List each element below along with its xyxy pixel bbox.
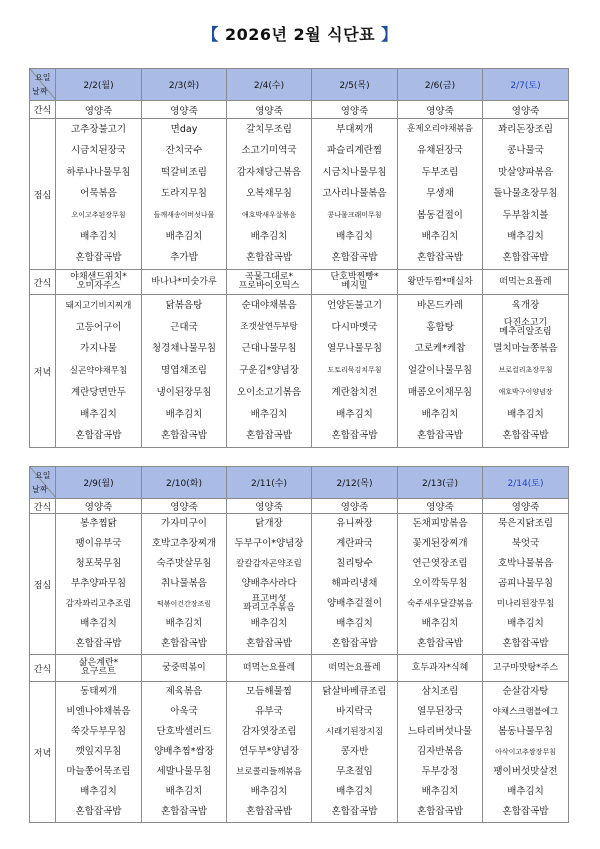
menu-item: 부대찌개 [336, 123, 373, 135]
menu-item: 오복채무침 [246, 188, 292, 200]
menu-item: 혼합잡곡밥 [161, 430, 207, 442]
menu-item: 연근엿장조림 [412, 558, 468, 570]
menu-item: 모듬해물찜 [246, 686, 292, 698]
menu-item: 면day [170, 123, 198, 135]
menu-item: 오이고추된장무침 [71, 210, 126, 219]
menu-item: 청포묵무침 [75, 558, 122, 570]
lunch-cell [312, 119, 398, 270]
menu-item: 배추김치 [336, 618, 373, 630]
menu-item: 표고버섯 꽈리고추볶음 [242, 594, 296, 613]
menu-item: 연두부*양념장 [239, 746, 299, 758]
snack-cell [312, 655, 398, 682]
snack-cell: 영양죽 [56, 101, 142, 119]
menu-item: 양배추찜*쌈장 [154, 746, 214, 758]
menu-item: 곰피나물무침 [497, 578, 554, 590]
menu-item: 시래기된장지짐 [325, 726, 384, 737]
menu-item: 혼합잡곡밥 [417, 806, 463, 818]
menu-item: 북엇국 [511, 538, 540, 550]
snack-cell: 영양죽 [312, 101, 398, 119]
menu-item: 닭살바베큐조림 [322, 686, 387, 698]
lunch-cell [56, 514, 142, 655]
menu-item: 호박고추장찌개 [151, 538, 217, 550]
menu-item: 배추김치 [165, 230, 203, 242]
menu-item: 느타리버섯나물 [407, 726, 473, 738]
dinner-cell [312, 682, 398, 823]
menu-item: 혼합잡곡밥 [331, 638, 378, 650]
menu-item: 순대야채볶음 [241, 300, 297, 312]
dinner-cell [142, 682, 227, 823]
menu-item: 아삭이고추쌈장무침 [495, 747, 556, 756]
menu-item: 가지나물 [80, 343, 117, 355]
lunch-cell [142, 514, 227, 655]
menu-item: 멸치마늘쫑볶음 [493, 343, 558, 355]
menu-item: 언양돈불고기 [326, 300, 383, 312]
menu-item: 혼합잡곡밥 [75, 252, 122, 264]
menu-item: 조갯살연두부탕 [240, 322, 298, 333]
menu-item: 비엔나야채볶음 [66, 706, 131, 718]
snack-cell [483, 270, 569, 295]
menu-item: 시금치나물무침 [322, 166, 387, 178]
header-row [30, 69, 569, 101]
lunch-cell [312, 514, 398, 655]
menu-item: 실곤약야채무침 [69, 365, 128, 376]
menu-item: 다진소고기 메추리알조림 [499, 317, 552, 337]
menu-item: 세발나물무침 [156, 766, 212, 778]
lunch-cell [398, 514, 483, 655]
menu-item: 부추양파무침 [70, 578, 127, 590]
menu-item: 배추김치 [507, 408, 544, 420]
menu-item: 배추김치 [80, 230, 117, 242]
menu-item: 팽이버섯맛살전 [493, 766, 558, 778]
snack-cell: 영양죽 [398, 499, 483, 514]
menu-item: 바지락국 [336, 706, 373, 718]
snack-item: 호두과자*식혜 [411, 662, 469, 673]
menu-item: 혼합잡곡밥 [75, 430, 122, 442]
menu-item: 매콤오이채무침 [407, 386, 473, 398]
menu-item: 명엽채조림 [161, 365, 207, 377]
menu-item: 고등어구이 [75, 321, 122, 333]
menu-item: 배추김치 [165, 618, 203, 630]
menu-item: 육개장 [511, 300, 540, 312]
row-label-dinner: 저녁 [30, 682, 56, 823]
menu-item: 혼합잡곡밥 [502, 638, 549, 650]
menu-item: 혼합잡곡밥 [75, 638, 122, 650]
menu-item: 브로콜리들깨볶음 [236, 766, 302, 777]
menu-item: 고추장불고기 [70, 123, 127, 135]
menu-item: 해파리냉채 [331, 578, 378, 590]
menu-item: 고사리나물볶음 [322, 188, 387, 200]
snack-item: 떠먹는요플레 [242, 662, 296, 673]
date-header: 2/3(화) [142, 69, 227, 101]
dinner-cell [483, 682, 569, 823]
menu-item: 칼칼감자곤약조림 [236, 558, 302, 569]
menu-item: 혼합잡곡밥 [331, 252, 378, 264]
menu-item: 유채된장국 [417, 145, 463, 157]
am-snack-row [30, 499, 569, 514]
page-title: 【 2026년 2월 식단표 】 [202, 25, 398, 44]
header-row [30, 467, 569, 499]
dinner-cell [227, 682, 312, 823]
menu-item: 들깨새송이버섯나물 [153, 210, 215, 219]
lunch-cell [227, 514, 312, 655]
dinner-row [30, 682, 569, 823]
snack-item: 왕만두찜*매실차 [407, 276, 473, 287]
menu-item: 맛살양파볶음 [497, 166, 554, 178]
snack-item: 떠먹는요플레 [328, 662, 381, 673]
menu-item: 콩나물국 [507, 145, 544, 157]
date-header: 2/4(수) [227, 69, 312, 101]
menu-item: 배추김치 [421, 786, 459, 798]
menu-item: 구운김*양념장 [239, 365, 299, 377]
menu-item: 소고기미역국 [241, 145, 297, 157]
menu-item: 봄동겉절이 [417, 209, 463, 221]
menu-item: 닭볶음탕 [165, 300, 203, 312]
menu-item: 배추김치 [336, 786, 373, 798]
menu-item: 다시마멧국 [331, 321, 378, 333]
menu-item: 미나리된장무침 [496, 598, 555, 609]
menu-item: 순살감자탕 [502, 686, 549, 698]
date-header: 2/11(수) [227, 467, 312, 499]
menu-item: 팽이유부국 [75, 538, 122, 550]
menu-item: 어묵볶음 [80, 188, 117, 200]
date-header: 2/13(금) [398, 467, 483, 499]
menu-item: 혼합잡곡밥 [246, 430, 292, 442]
menu-item: 김자반볶음 [417, 746, 463, 758]
dinner-cell [483, 295, 569, 448]
menu-item: 혼합잡곡밥 [75, 806, 122, 818]
menu-item: 두부조림 [421, 166, 459, 178]
menu-item: 콩자반 [340, 746, 369, 758]
menu-item: 배추김치 [421, 230, 459, 242]
date-header: 2/2(월) [56, 69, 142, 101]
snack-cell [227, 270, 312, 295]
menu-item: 홍합탕 [426, 321, 454, 333]
snack-cell [142, 655, 227, 682]
menu-item: 아욱국 [170, 706, 198, 718]
menu-item: 꽃게된장찌개 [412, 538, 468, 550]
menu-item: 파슬리계란찜 [326, 145, 383, 157]
snack-item: 고구마맛탕*주스 [492, 662, 559, 673]
menu-item: 숙주맛살무침 [156, 558, 212, 570]
snack-item: 곡물그대로* 프로바이오틱스 [238, 272, 300, 291]
lunch-cell [142, 119, 227, 270]
dinner-row [30, 295, 569, 448]
menu-item: 배추김치 [336, 230, 373, 242]
dinner-cell [312, 295, 398, 448]
menu-item: 유니짜장 [336, 518, 373, 530]
row-label-snack: 간식 [30, 270, 56, 295]
snack-cell: 영양죽 [483, 101, 569, 119]
am-snack-row [30, 101, 569, 119]
menu-item: 혼합잡곡밥 [331, 806, 378, 818]
menu-item: 숙주새우달걀볶음 [407, 598, 473, 609]
snack-cell: 영양죽 [56, 499, 142, 514]
menu-item: 계란당면만두 [70, 386, 127, 398]
corner-date-label: 날짜 [32, 485, 48, 494]
menu-item: 오이소고기볶음 [236, 386, 302, 398]
dinner-cell [142, 295, 227, 448]
row-label-dinner: 저녁 [30, 295, 56, 448]
menu-item: 배추김치 [80, 408, 117, 420]
menu-item: 무생채 [426, 188, 454, 200]
menu-item: 배추김치 [250, 618, 288, 630]
snack-cell [142, 270, 227, 295]
row-label-snack: 간식 [30, 655, 56, 682]
menu-item: 봄동나물무침 [497, 726, 554, 738]
lunch-cell [56, 119, 142, 270]
menu-item: 열무된장국 [417, 706, 463, 718]
date-header: 2/7(토) [483, 69, 569, 101]
menu-item: 계란파국 [336, 538, 373, 550]
menu-item: 얼갈이나물무침 [407, 365, 473, 377]
menu-item: 배추김치 [165, 408, 203, 420]
menu-item: 바몬드카레 [417, 300, 463, 312]
menu-item: 도라지무침 [161, 188, 207, 200]
snack-cell [56, 270, 142, 295]
menu-item: 삼치조림 [421, 686, 459, 698]
date-header: 2/14(토) [483, 467, 569, 499]
menu-item: 쑥갓두부무침 [70, 726, 127, 738]
menu-item: 열무나물무침 [326, 343, 383, 355]
menu-item: 근대나물무침 [241, 343, 297, 355]
snack-cell [312, 270, 398, 295]
menu-item: 배추김치 [507, 618, 544, 630]
menu-item: 고로케*케찹 [414, 343, 466, 355]
menu-item: 근대국 [170, 321, 198, 333]
pm-snack-row [30, 270, 569, 295]
row-label-snack: 간식 [30, 101, 56, 119]
menu-item: 배추김치 [250, 230, 288, 242]
menu-item: 배추김치 [165, 786, 203, 798]
menu-item: 배추김치 [507, 786, 544, 798]
snack-cell [398, 655, 483, 682]
menu-item: 단호박샐러드 [156, 726, 212, 738]
menu-item: 혼합잡곡밥 [246, 638, 292, 650]
menu-item: 가자미구이 [161, 518, 207, 530]
menu-item: 동태찌개 [80, 686, 117, 698]
menu-item: 유부국 [255, 706, 283, 718]
snack-cell: 영양죽 [483, 499, 569, 514]
menu-item: 혼합잡곡밥 [417, 430, 463, 442]
menu-item: 시금치된장국 [70, 145, 127, 157]
menu-item: 두부참치볼 [502, 209, 549, 221]
snack-item: 단호박찐빵* 베지밀 [330, 272, 379, 291]
snack-cell: 영양죽 [227, 101, 312, 119]
pm-snack-row [30, 655, 569, 682]
week2-table [29, 466, 569, 823]
date-header: 2/6(금) [398, 69, 483, 101]
menu-item: 냉이된장무침 [156, 386, 212, 398]
menu-item: 계란참치전 [331, 386, 378, 398]
menu-item: 배추김치 [421, 408, 459, 420]
menu-item: 잔치국수 [165, 145, 203, 157]
menu-item: 갈치무조림 [246, 123, 292, 135]
menu-item: 칠리탕수 [336, 558, 373, 570]
snack-cell: 영양죽 [227, 499, 312, 514]
menu-item: 애호박구이양념장 [498, 388, 553, 397]
menu-item: 혼합잡곡밥 [502, 252, 549, 264]
date-header: 2/12(목) [312, 467, 398, 499]
corner-date-label: 날짜 [32, 87, 48, 96]
row-label-snack: 간식 [30, 499, 56, 514]
menu-item: 떡갈비조림 [161, 166, 207, 178]
dinner-cell [56, 682, 142, 823]
lunch-row [30, 119, 569, 270]
menu-item: 떡볶이건간장조림 [156, 599, 212, 608]
menu-item: 두부구이*양념장 [234, 538, 304, 550]
menu-item: 양배추겉절이 [326, 598, 383, 610]
snack-cell: 영양죽 [398, 101, 483, 119]
snack-item: 궁중떡볶이 [162, 662, 206, 673]
menu-item: 청경채나물무침 [151, 343, 217, 355]
menu-item: 배추김치 [336, 408, 373, 420]
menu-item: 혼합잡곡밥 [417, 638, 463, 650]
menu-item: 혼합잡곡밥 [502, 806, 549, 818]
menu-item: 혼합잡곡밥 [502, 430, 549, 442]
menu-item: 도토리묵김치무침 [327, 366, 382, 375]
menu-item: 혼합잡곡밥 [161, 806, 207, 818]
snack-item: 삶은계란* 요구르트 [78, 658, 119, 677]
date-header: 2/10(화) [142, 467, 227, 499]
menu-item: 꽈리돈장조림 [497, 123, 554, 135]
title-text: 2026년 2월 식단표 [224, 25, 376, 44]
menu-item: 감자꽈리고추조림 [65, 598, 132, 609]
menu-item: 애호박새우살볶음 [241, 210, 297, 219]
menu-item: 깻잎지무침 [75, 746, 122, 758]
menu-item: 배추김치 [250, 408, 288, 420]
menu-item: 호박나물볶음 [497, 558, 554, 570]
menu-item: 배추김치 [250, 786, 288, 798]
snack-cell [398, 270, 483, 295]
snack-cell: 영양죽 [142, 499, 227, 514]
menu-item: 마늘쫑어묵조림 [66, 766, 131, 778]
lunch-cell [483, 514, 569, 655]
menu-item: 묵은지닭조림 [497, 518, 554, 530]
menu-item: 혼합잡곡밥 [246, 252, 292, 264]
dinner-cell [227, 295, 312, 448]
dinner-cell [56, 295, 142, 448]
dinner-cell [398, 295, 483, 448]
snack-cell [227, 655, 312, 682]
menu-item: 닭개장 [255, 518, 283, 530]
menu-item: 오이깍둑무침 [412, 578, 468, 590]
menu-item: 야채스크램블에그 [492, 706, 559, 717]
menu-item: 훈제오리야채볶음 [407, 124, 473, 135]
menu-item: 혼합잡곡밥 [417, 252, 463, 264]
menu-item: 제육볶음 [165, 686, 203, 698]
lunch-row [30, 514, 569, 655]
menu-item: 하루나나물무침 [66, 166, 131, 178]
corner-cell [30, 467, 56, 499]
menu-item: 브로컬리초장무침 [498, 366, 553, 375]
row-label-lunch: 점심 [30, 119, 56, 270]
menu-item: 콩나물크래미무침 [327, 210, 382, 219]
lunch-cell [398, 119, 483, 270]
menu-item: 추가밥 [170, 252, 198, 264]
corner-day-label: 요일 [35, 73, 51, 82]
menu-item: 혼합잡곡밥 [246, 806, 292, 818]
week1-table [29, 68, 569, 448]
snack-item: 바나나*미숫가루 [151, 276, 217, 287]
snack-cell [56, 655, 142, 682]
dinner-cell [398, 682, 483, 823]
menu-item: 배추김치 [80, 618, 117, 630]
corner-day-label: 요일 [35, 471, 51, 480]
menu-item: 혼합잡곡밥 [161, 638, 207, 650]
menu-item: 배추김치 [421, 618, 459, 630]
menu-item: 양배추사라다 [241, 578, 297, 590]
menu-item: 배추김치 [80, 786, 117, 798]
menu-item: 혼합잡곡밥 [331, 430, 378, 442]
corner-cell [30, 69, 56, 101]
snack-item: 야채샌드위치* 오미자주스 [70, 272, 127, 291]
menu-item: 돈채피망볶음 [412, 518, 468, 530]
menu-item: 무초절임 [336, 766, 373, 778]
lunch-cell [483, 119, 569, 270]
menu-item: 감자채당근볶음 [236, 166, 302, 178]
snack-cell: 영양죽 [312, 499, 398, 514]
lunch-cell [227, 119, 312, 270]
menu-item: 봉추찜닭 [80, 518, 117, 530]
snack-item: 떠먹는요플레 [499, 276, 552, 287]
snack-cell: 영양죽 [142, 101, 227, 119]
menu-item: 돼지고기비지찌개 [65, 300, 132, 311]
date-header: 2/5(목) [312, 69, 398, 101]
menu-item: 배추김치 [507, 230, 544, 242]
date-header: 2/9(월) [56, 467, 142, 499]
menu-item: 돌나물초장무침 [493, 188, 558, 200]
menu-item: 취나물볶음 [161, 578, 207, 590]
snack-cell [483, 655, 569, 682]
menu-item: 두부강정 [421, 766, 459, 778]
row-label-lunch: 점심 [30, 514, 56, 655]
menu-item: 감자엿장조림 [241, 726, 297, 738]
